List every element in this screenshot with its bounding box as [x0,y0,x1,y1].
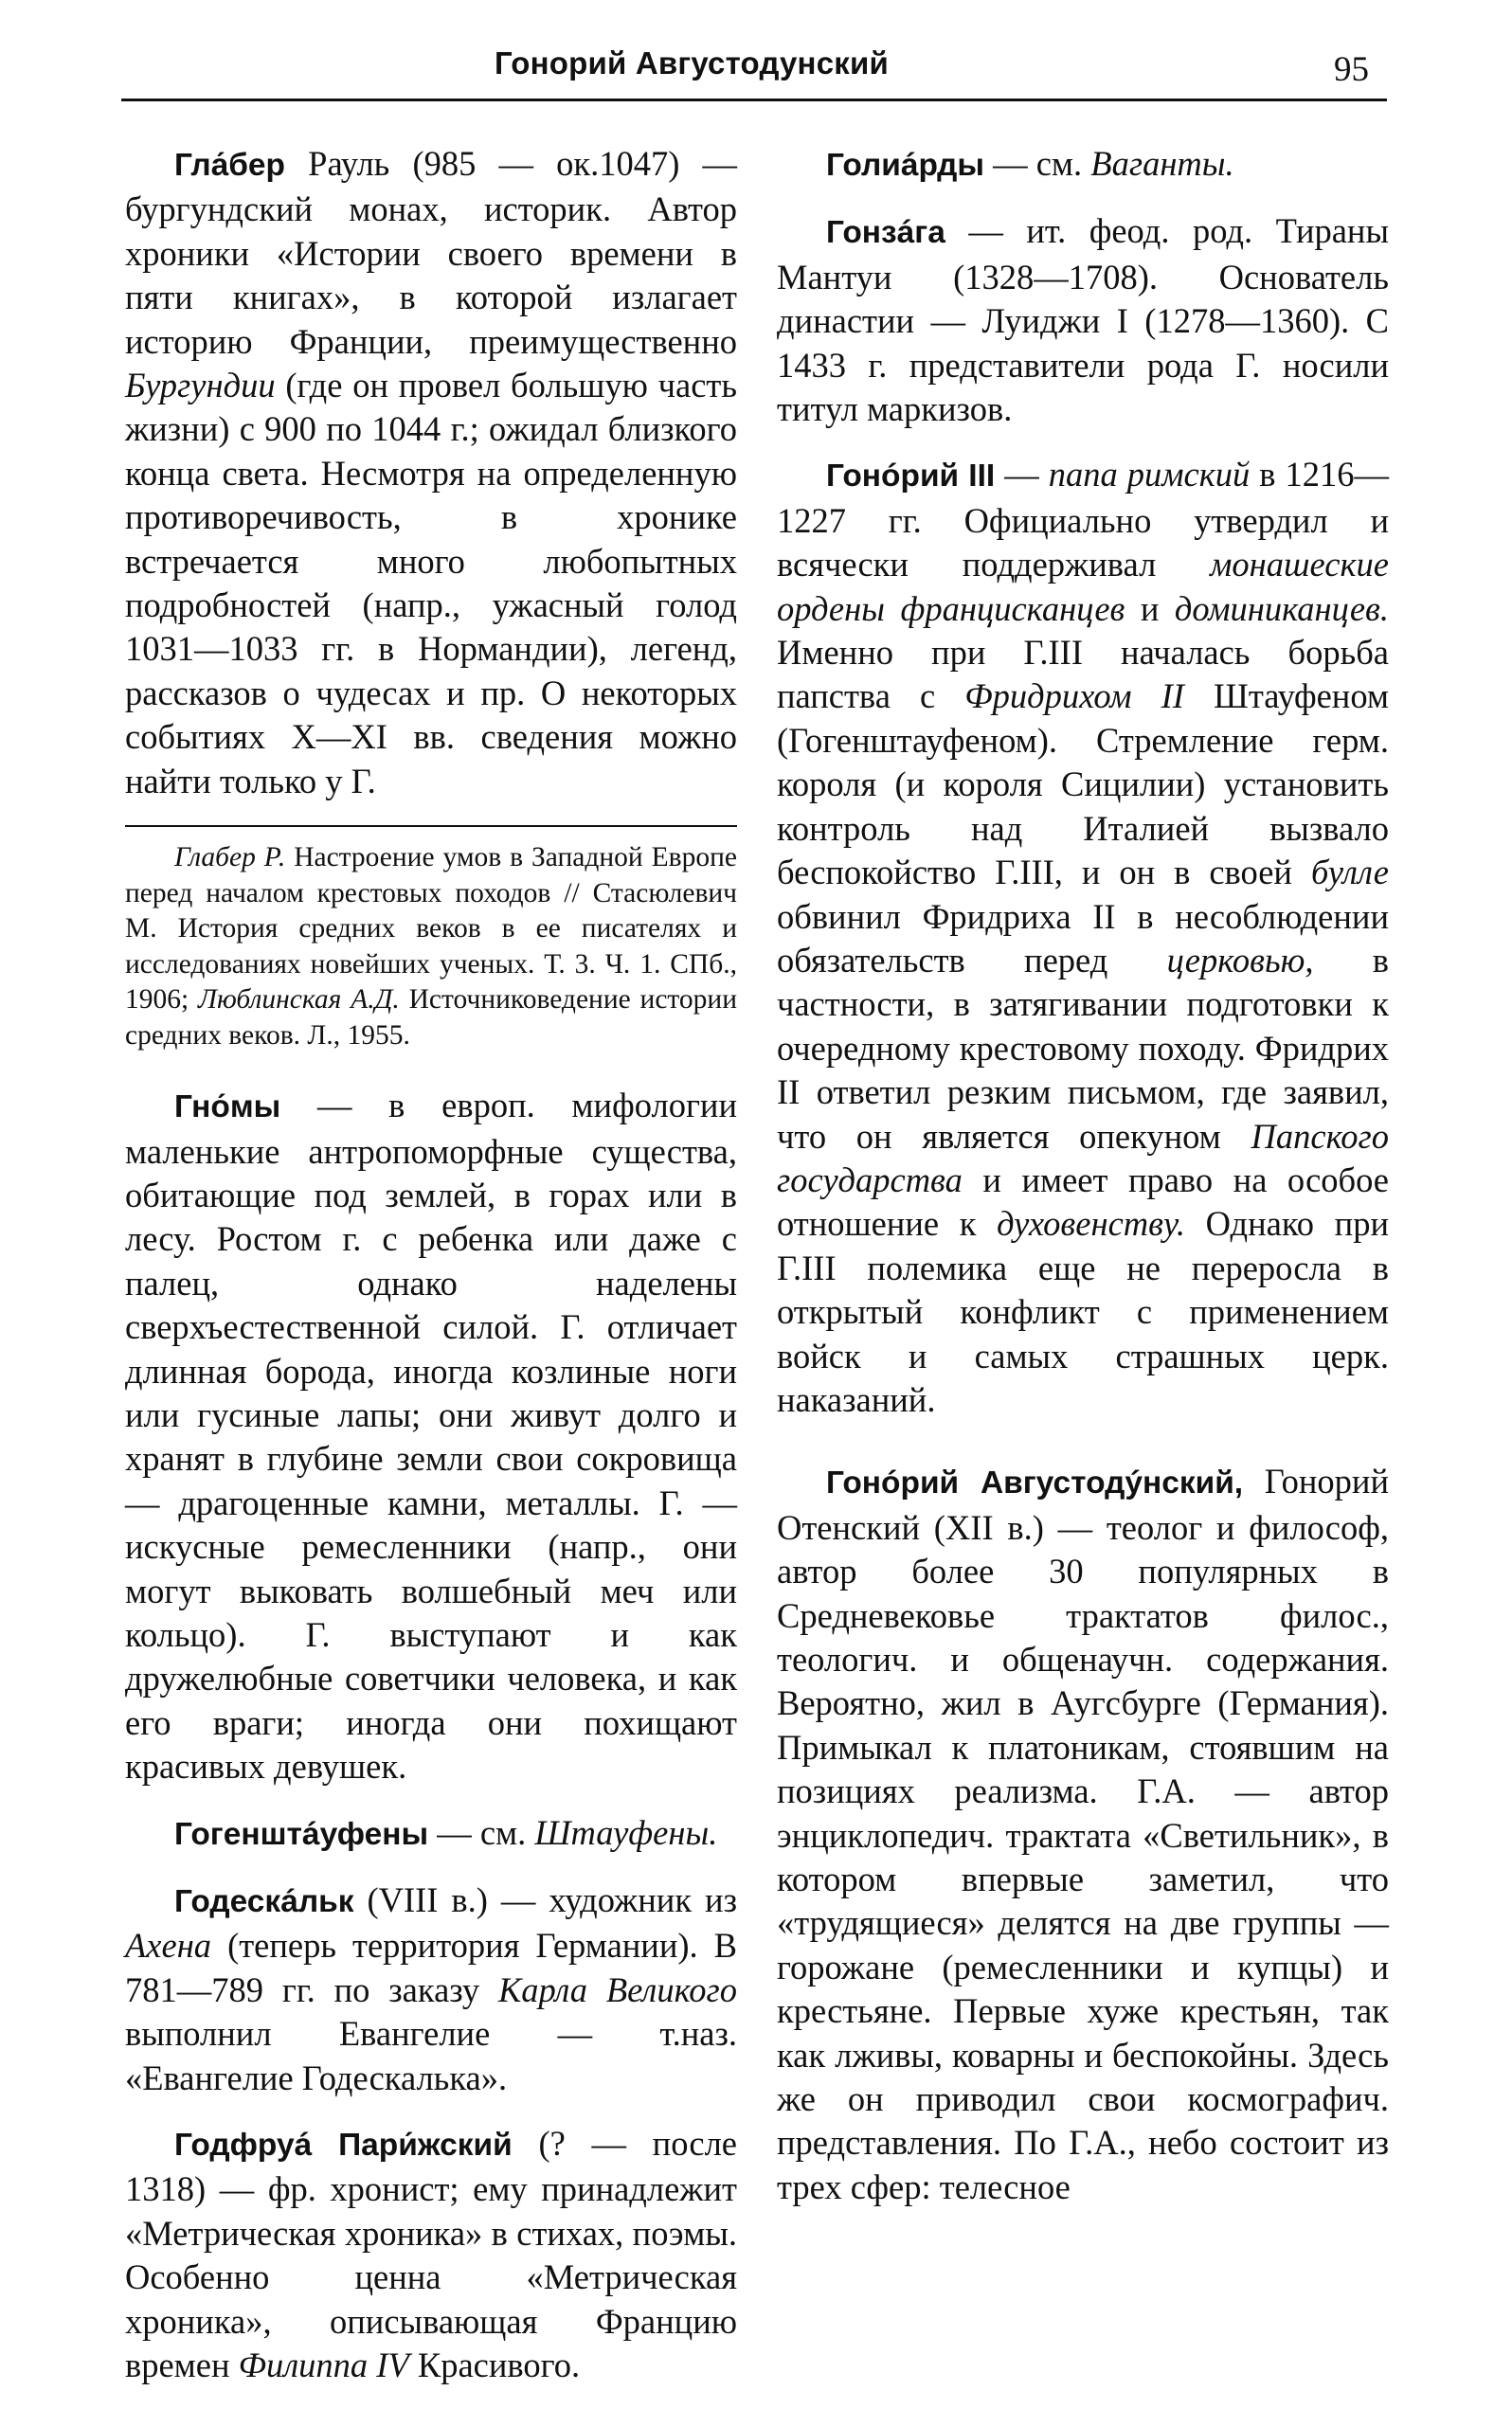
cross-reference: Штауфены. [534,1812,718,1852]
cross-reference: Ваганты. [1090,144,1234,183]
bib-author: Глабер Р. [174,842,286,873]
headword-gonzaga: Гонзáга [826,215,945,251]
entry-godefroy [125,2122,737,2387]
text: — [995,455,1049,494]
link-aachen: Ахена [125,1926,212,1966]
headword-godescalc: Годескáльк [174,1884,354,1919]
left-column [125,142,737,2409]
text: обвинил Фридриха II в несоблюдении обязательств перед [777,896,1389,980]
bibliography-glaber [125,840,737,1053]
running-title: Гонорий Августодунский [495,45,889,81]
text: (где он провел большую часть жизни) с 900 по 1044 г.; ожидал близкого конца света. Несмотря на определенную противоречивость, в хронике встречается много любопытных подробностей (напр., ужасный голод 1031—1033 гг. в Нормандии), легенд, рассказов о чудесах и пр. О некоторых событиях X—XI вв. сведения можно найти только у Г. [125,366,737,800]
link-charlemagne: Карла Великого [498,1969,737,2009]
right-column [777,142,1389,2231]
link-pope: папа римский [1048,455,1251,494]
text: и имеет право на особое отношение к [777,1160,1389,1244]
entry-godescalc [125,1879,737,2100]
link-clergy: духовенству. [997,1204,1185,1244]
link-dominicans: доминиканцев. [1174,588,1389,628]
entry-glaber [125,142,737,803]
entry-honorius-augustodunensis [777,1460,1389,2209]
headword-gnomes: Гно́мы [174,1089,281,1125]
entry-gonzaga [777,209,1389,431]
bib-text: Источниковедение истории средних веков. Л., 1955. [125,984,737,1051]
link-bull: булле [1310,853,1389,892]
text: в частности, в затягивании подготовки к очередному крестовому походу. Фридрих II ответил резким письмом, где заявил, что он является опекуном [777,940,1390,1156]
entry-goliards [777,142,1389,188]
text: (? — после 1318) — фр. хронист; ему принадлежит «Метрическая хроника» в стихах, поэмы. Особенно ценна «Метрическая хроника», описывающая Францию времен [125,2124,737,2385]
headword-godefroy: Годфруá Пари́жский [174,2128,513,2164]
headword-honorius-iii: Гонóрий III [826,458,996,494]
text: — в европ. мифологии маленькие антропоморфные существа, обитающие под землей, в горах или в лесу. Ростом г. с ребенка или даже с палец, однако наделены сверхъестественной силой. Г. отличает длинная борода, иногда козлиные ноги или гусиные лапы; они живут долго и хранят в глубине земли свои сокровища — драгоценные камни, металлы. Г. — искусные ремесленники (напр., они могут выковать волшебный меч или кольцо). Г. выступают и как дружелюбные советчики человека, и как его враги; иногда они похищают красивых девушек. [125,1086,737,1787]
bib-text: Настроение умов в Западной Европе перед началом крестовых походов // Стасюлевич М. История средних веков в ее писателях и исследованиях новейших ученых. Т. 3. Ч. 1. СПб., 1906; [125,842,737,1016]
link-burgundy: Бургундии [125,366,276,405]
page-number: 95 [1334,50,1369,89]
text: — ит. феод. род. Тираны Мантуи (1328—1708). Основатель династии — Луиджи I (1278—1360). С 1433 г. представители рода Г. носили титул маркизов. [777,211,1389,429]
bibliography-rule [125,825,737,827]
text: — см. [428,1812,535,1852]
text: Именно при Г.III началась борьба папства с [777,633,1389,716]
link-philip-iv: Филиппа IV [238,2346,409,2385]
text: Красивого. [408,2346,581,2385]
headword-glaber: Гла́бер [174,148,286,183]
headword-goliards: Голиáрды [826,148,984,183]
text: — см. [983,144,1091,183]
text: и [1125,588,1175,628]
text: в 1216—1227 гг. Официально утвердил и всячески поддерживал [777,455,1389,584]
text: Рауль (985 — ок.1047) — бургундский монах, историк. Автор хроники «Истории своего времени в пяти книгах», в которой излагает историю Франции, преимущественно [125,144,737,361]
headword-hohenstaufen: Гогенштáуфены [174,1816,429,1852]
header-rule [121,99,1387,101]
entry-gnomes [125,1084,737,1789]
bib-author: Люблинская А.Д. [198,984,400,1016]
text: Однако при Г.III полемика еще не переросла в открытый конфликт с применением войск и самых страшных церк. наказаний. [777,1204,1389,1419]
text: Штауфеном (Гогенштауфеном). Стремление герм. короля (и короля Сицилии) установить контроль над Италией вызвало беспокойство Г.III, и он в своей [777,676,1389,892]
text: выполнил Евангелие — т.наз. «Евангелие Годескалька». [125,2014,737,2097]
link-orders: монашеские ордены францисканцев [777,545,1389,628]
text: Гонорий Отенский (XII в.) — теолог и философ, автор более 30 популярных в Средневековье трактатов филос., теологич. и общенаучн. содержания. Вероятно, жил в Аугсбурге (Германия). Примыкал к платоникам, стоявшим на позициях реализма. Г.А. — автор энциклопедич. трактата «Светильник», в котором впервые заметил, что «трудящиеся» делятся на две группы — горожане (ремесленники и купцы) и крестьяне. Первые хуже крестьян, так как лживы, коварны и беспокойны. Здесь же он приводил свои космографич. представления. По Г.А., небо состоит из трех сфер: телесное [777,1462,1389,2206]
link-church: церковью, [1166,940,1314,980]
entry-hohenstaufen [125,1811,737,1857]
text: (теперь территория Германии). В 781—789 гг. по заказу [125,1926,737,2009]
entry-honorius-iii [777,453,1389,1422]
link-frederick-ii: Фридрихом II [964,676,1184,716]
text: (VIII в.) — художник из [353,1880,737,1919]
link-papal-state: Папского государства [777,1116,1389,1199]
headword-honorius-augustodunensis: Гонóрий Августодýнский, [826,1465,1244,1501]
